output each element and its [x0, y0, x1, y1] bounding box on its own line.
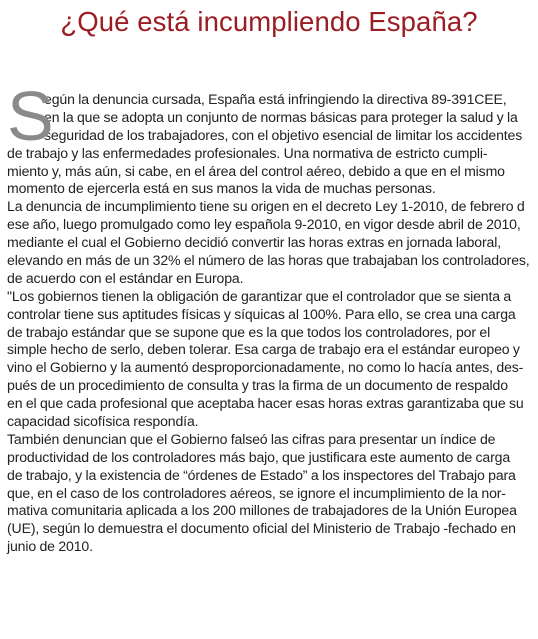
article-line: en la que se adopta un conjunto de normas básicas para proteger la salud y la	[44, 108, 518, 125]
article-line: que, en el caso de los controladores aéreos, se ignore el incumplimiento de la nor-	[7, 484, 506, 501]
article-line: junio de 2010.	[7, 538, 93, 555]
article-line: en el que cada profesional que aceptaba hacer esas horas extras garantizaba que su	[7, 395, 524, 412]
article-line: vino el Gobierno y la aumentó desproporcionadamente, no como lo hacía antes, des-	[7, 359, 524, 376]
article-line: mediante el cual el Gobierno decidió convertir las horas extras en jornada laboral,	[7, 234, 501, 251]
article-line: productividad de los controladores más bajo, que justificara este aumento de carga	[7, 448, 511, 465]
article-line: simple hecho de serlo, deben tolerar. Esa carga de trabajo era el estándar europeo y	[7, 341, 520, 358]
page-title: ¿Qué está incumpliendo España?	[60, 6, 478, 37]
article-line: momento de ejercerla está en sus manos la vida de muchas personas.	[7, 180, 436, 197]
article-line: mativa comunitaria aplicada a los 200 millones de trabajadores de la Unión Europea	[7, 502, 517, 519]
drop-cap: S	[7, 77, 54, 155]
article-line: de trabajo estándar que se supone que es la que todos los controladores, por el	[7, 323, 491, 340]
article-line: de trabajo, y la existencia de “órdenes de Estado” a los inspectores del Trabajo para	[7, 466, 516, 483]
article-line: ese año, luego promulgado como ley española 9-2010, en vigor desde abril de 2010,	[7, 216, 521, 233]
article-line: miento y, más aún, si cabe, en el área del control aéreo, debido a que en el mismo	[7, 162, 505, 179]
article-line: pués de un procedimiento de consulta y tras la firma de un documento de respaldo	[7, 377, 508, 394]
article-line: controlar tiene sus aptitudes físicas y síquicas al 100%. Para ello, se crea una carga	[7, 305, 516, 322]
article-line: seguridad de los trabajadores, con el objetivo esencial de limitar los accidentes	[44, 126, 523, 143]
article-line: de acuerdo con el estándar en Europa.	[7, 269, 244, 286]
article-line: La denuncia de incumplimiento tiene su origen en el decreto Ley 1-2010, de febrero d	[7, 198, 525, 215]
article-line: de trabajo y las enfermedades profesionales. Una normativa de estricto cumpli-	[7, 144, 488, 161]
article-line: (UE), según lo demuestra el documento oficial del Ministerio de Trabajo -fechado en	[7, 520, 516, 537]
article-body	[7, 77, 530, 556]
article-line: capacidad sicofísica respondía.	[7, 413, 199, 430]
article-line: "Los gobiernos tienen la obligación de garantizar que el controlador que se sienta a	[7, 287, 512, 304]
article-line: egún la denuncia cursada, España está infringiendo la directiva 89-391CEE,	[44, 91, 507, 107]
article-line: También denuncian que el Gobierno falseó las cifras para presentar un índice de	[7, 430, 496, 447]
article-line: elevando en más de un 32% el número de las horas que trabajaban los controladores,	[7, 252, 530, 269]
